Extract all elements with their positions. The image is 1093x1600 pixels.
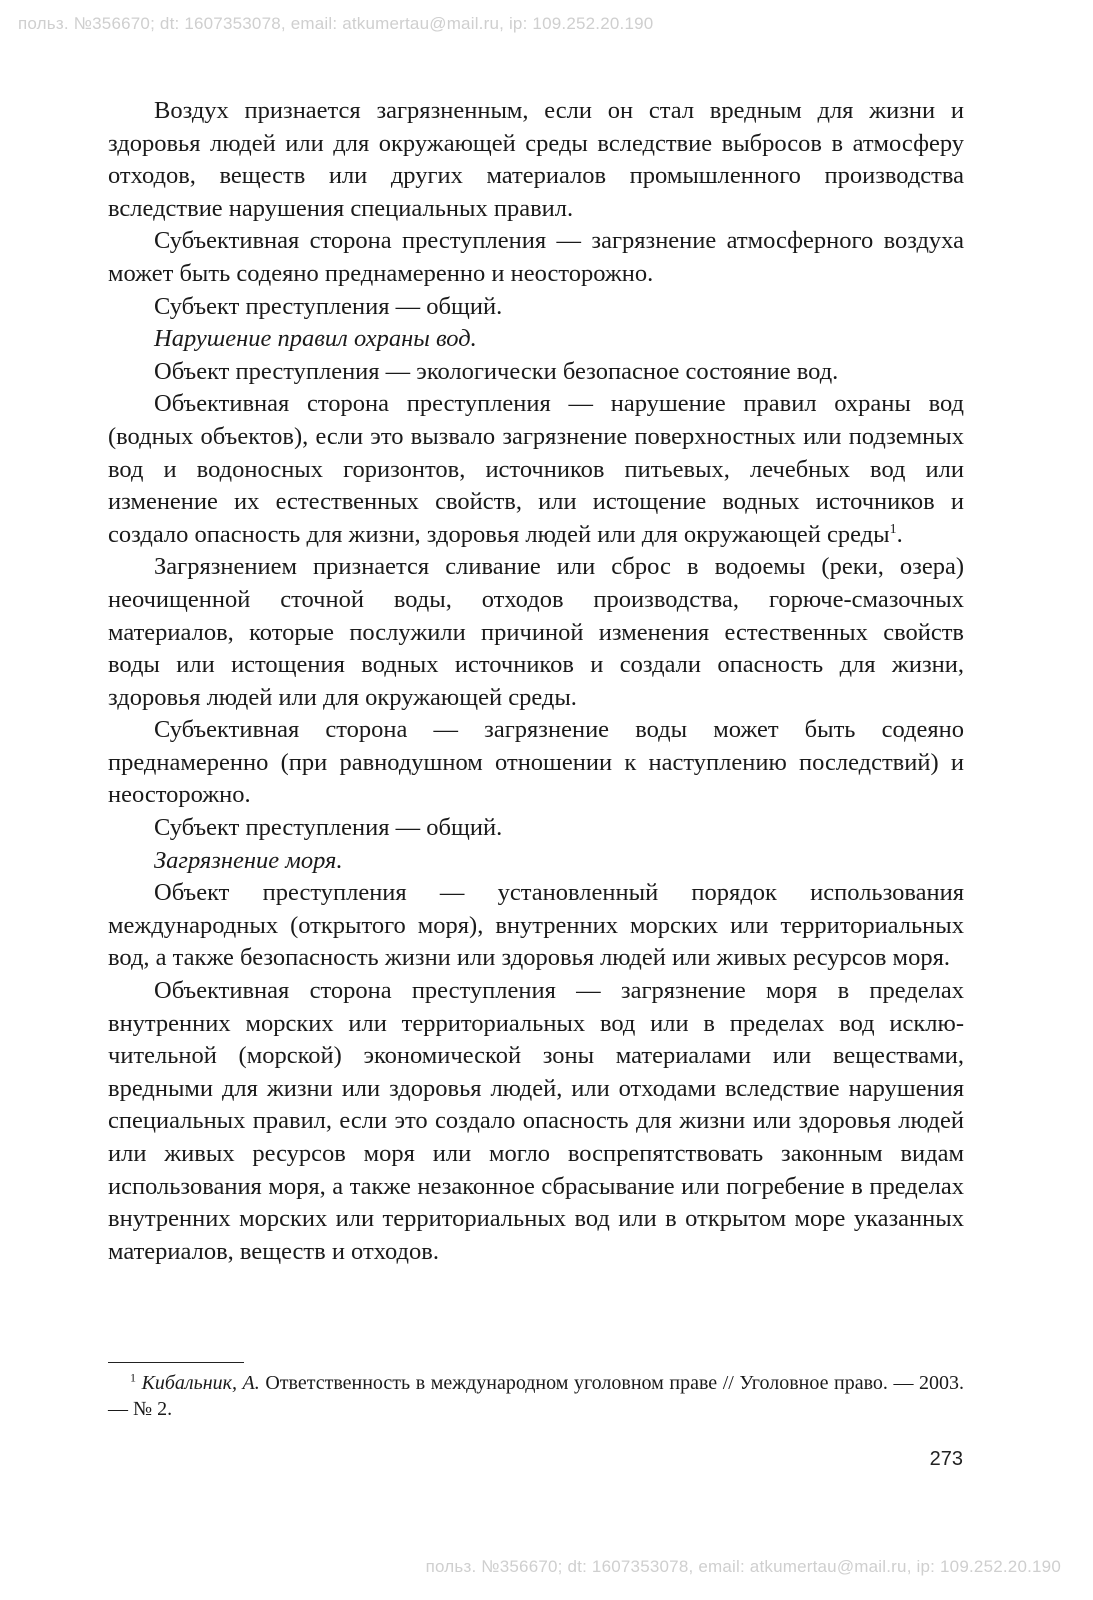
paragraph: Субъект преступления — общий. bbox=[154, 814, 503, 842]
paragraph-with-footnote bbox=[108, 388, 964, 551]
paragraph-end: . bbox=[896, 520, 903, 548]
paragraph: Воздух признается загрязненным, если он стал вредным для жизни и здоровья людей или для окружающей среды вследствие выбросов в атмосферу отходов, веществ или других материалов промышленного производства вследствие нарушения специальных правил. bbox=[108, 97, 964, 222]
paragraph: Субъект преступления — общий. bbox=[154, 292, 503, 320]
footnote-author: Кибальник, А. bbox=[141, 1372, 260, 1394]
paragraph: Объективная сторона преступления — загрязнение моря в пределах внутренних морских или территориальных вод или в пределах вод исключительной (морской) экономической зоны материалами или веществами, вредными для жизни или здоровья людей, или отходами вследствие нарушения специальных правил, если это создало опасность для жизни или здоровья людей или живых ресурсов моря или могло воспрепятствовать законным видам использования моря, а также незаконное сбрасывание или погребение в пределах внутренних морских или территориальных вод или в открытом море указанных материалов, веществ и отходов. bbox=[108, 977, 964, 1265]
footnote-marker: 1 bbox=[130, 1370, 136, 1385]
footnote-text: Ответственность в международном уголовном праве // Уголовное право. — 2003. — № 2. bbox=[108, 1372, 965, 1420]
section-heading: Загрязнение моря. bbox=[154, 846, 343, 874]
page-body bbox=[108, 95, 964, 1268]
page-number: 273 bbox=[929, 1448, 963, 1470]
watermark-bottom: польз. №356670; dt: 1607353078, email: atkumertau@mail.ru, ip: 109.252.20.190 bbox=[425, 1557, 1061, 1576]
footnote-divider bbox=[108, 1362, 244, 1363]
footnote-reference: 1 bbox=[889, 521, 897, 537]
section-heading: Нарушение правил охраны вод. bbox=[154, 325, 477, 353]
paragraph-text: Объективная сторона преступления — нарушение правил охраны вод (водных объектов), если это вызвало загрязнение поверхностных или подземных вод и водоносных горизонтов, источников питьевых, лечебных вод или изменение их естественных свойств, или истощение водных источников и создало опасность для жизни, здоровья людей или для окружающей среды bbox=[108, 390, 964, 548]
paragraph: Объект преступления — установленный порядок использования международных (открытого моря), внутренних морских или территориальных вод, а также безопасность жизни или здоровья людей или живых ресурсов моря. bbox=[108, 879, 964, 972]
paragraph: Загрязнением признается сливание или сброс в водоемы (реки, озера) неочищенной сточной воды, отходов производства, горюче-смазочных материалов, которые послужили причиной изменения естественных свойств воды или истощения водных источников и создали опасность для жизни, здоровья людей или для окружающей среды. bbox=[108, 553, 964, 711]
footnote bbox=[108, 1370, 964, 1422]
paragraph: Объект преступления — экологически безопасное состояние вод. bbox=[154, 357, 839, 385]
watermark-top: польз. №356670; dt: 1607353078, email: atkumertau@mail.ru, ip: 109.252.20.190 bbox=[18, 14, 654, 33]
paragraph: Субъективная сторона преступления — загрязнение атмосферного воздуха может быть содеяно преднамеренно и неосторожно. bbox=[108, 227, 964, 287]
paragraph: Субъективная сторона — загрязнение воды может быть содеяно преднамеренно (при равнодушном отношении к наступлению последствий) и неосторожно. bbox=[108, 716, 964, 809]
